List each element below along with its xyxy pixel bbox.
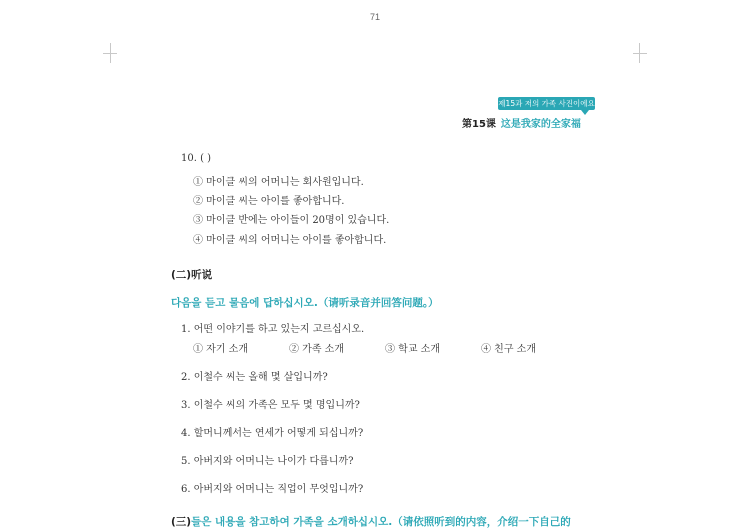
- listening-question: 3. 이철수 씨의 가족은 모두 몇 명입니까?: [181, 400, 360, 411]
- question-1-choice: ② 가족 소개: [289, 344, 344, 355]
- chapter-badge: 제15과 저의 가족 사진이에요: [498, 99, 595, 108]
- crop-mark-left-horizontal: [103, 53, 117, 54]
- question-1-choice: ④ 친구 소개: [481, 344, 536, 355]
- section-title-listening: (二)听说: [171, 269, 213, 281]
- question-10-option: ③ 마이클 반에는 아이들이 20명이 있습니다.: [193, 215, 390, 226]
- section-3-label: (三): [171, 516, 192, 528]
- listening-instruction: 다음을 듣고 물음에 답하십시오.（请听录音并回答问题。）: [171, 297, 439, 309]
- listening-question: 2. 이철수 씨는 올해 몇 살입니까?: [181, 372, 328, 383]
- listening-question-1: 1. 어떤 이야기를 하고 있는지 고르십시오.: [181, 324, 365, 335]
- chapter-subtitle: 这是我家的全家福: [500, 119, 581, 130]
- listening-question: 5. 아버지와 어머니는 나이가 다릅니까?: [181, 456, 354, 467]
- question-10-option: ④ 마이클 씨의 어머니는 아이를 좋아합니다.: [193, 235, 387, 246]
- question-1-choice: ③ 학교 소개: [385, 344, 440, 355]
- listening-question: 6. 아버지와 어머니는 직업이 무엇입니까?: [181, 484, 364, 495]
- question-1-choice: ① 자기 소개: [193, 344, 248, 355]
- page-number: 71: [369, 12, 380, 22]
- chapter-title: [462, 115, 581, 130]
- listening-question: 4. 할머니께서는 연세가 어떻게 되십니까?: [181, 428, 364, 439]
- section-3-instruction: 들은 내용을 참고하여 가족을 소개하십시오.（请依照听到的内容，介绍一下自己的: [191, 516, 571, 528]
- question-10-option: ② 마이클 씨는 아이를 좋아합니다.: [193, 196, 345, 207]
- question-10-label: 10. ( ): [181, 153, 212, 164]
- crop-mark-right-horizontal: [633, 53, 647, 54]
- question-10-option: ① 마이클 씨의 어머니는 회사원입니다.: [193, 177, 364, 188]
- chapter-number: 第15课: [462, 119, 496, 130]
